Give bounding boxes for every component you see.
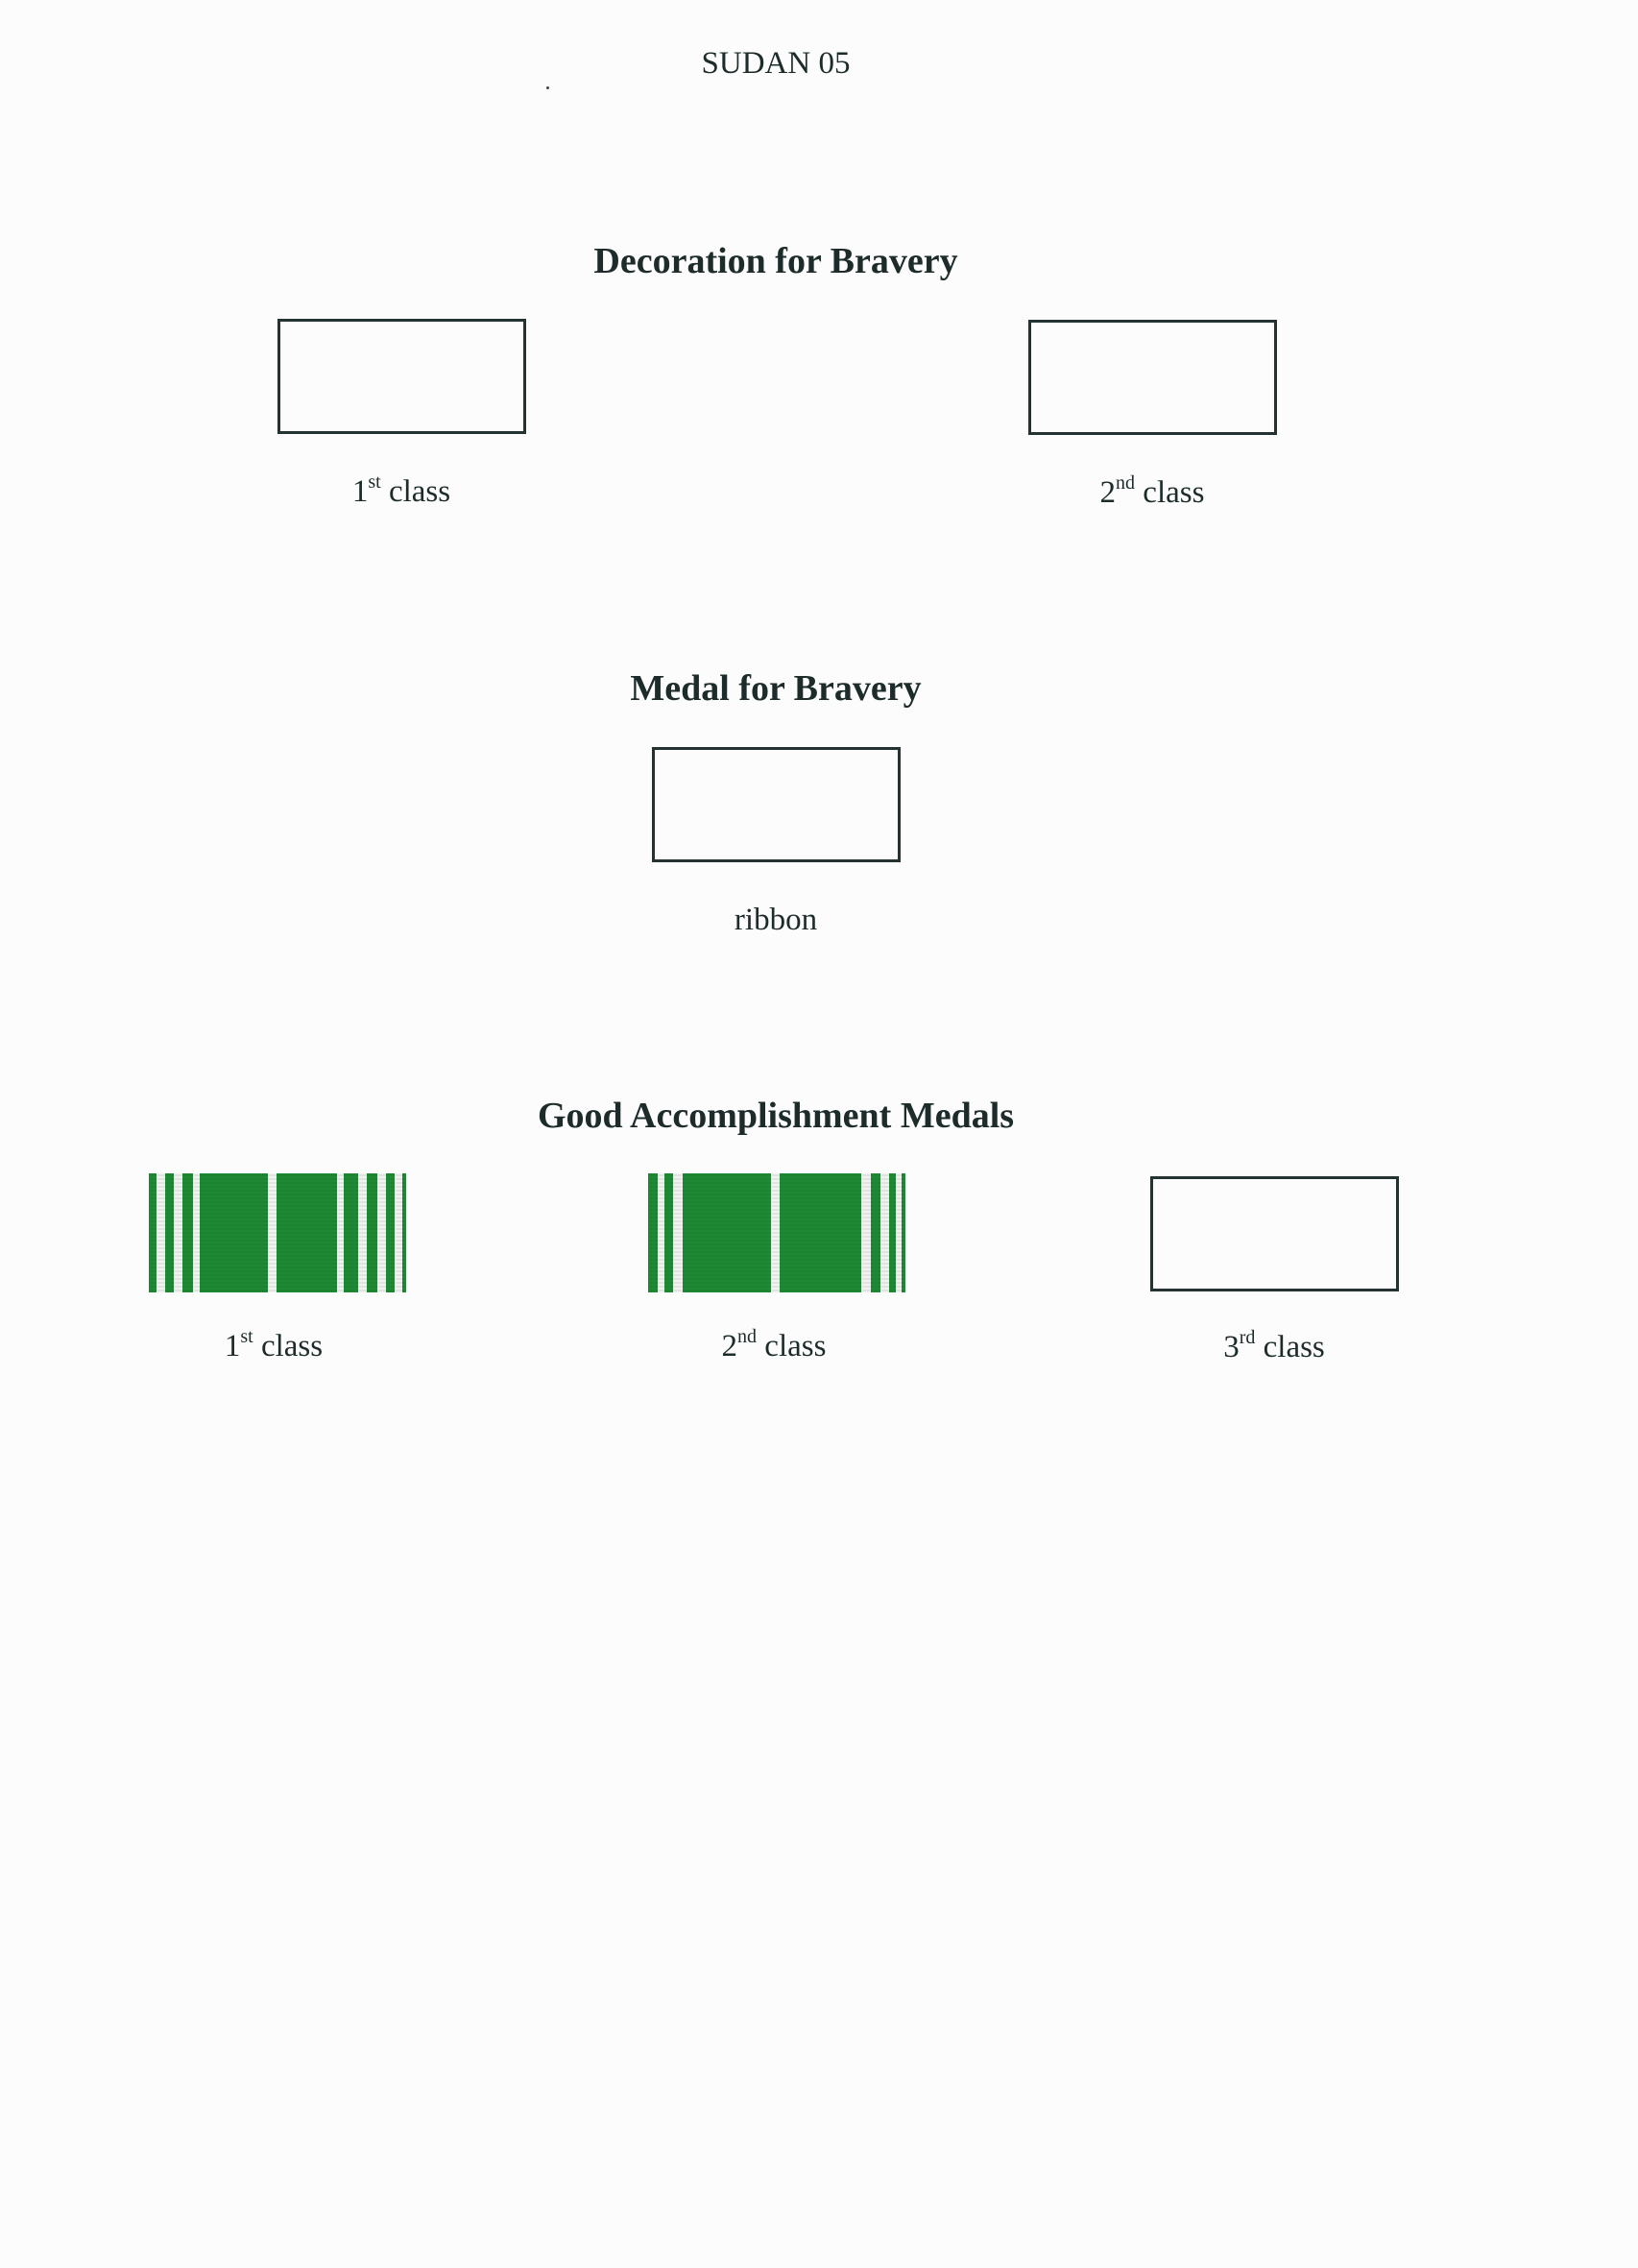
caption-good-accomplishment-3rd: 3rd class bbox=[1223, 1327, 1325, 1364]
caption-medal-bravery: ribbon bbox=[734, 903, 818, 937]
section-title-medal-bravery: Medal for Bravery bbox=[630, 668, 922, 709]
caption-good-accomplishment-2nd: 2nd class bbox=[721, 1326, 827, 1363]
section-title-good-accomplishment: Good Accomplishment Medals bbox=[537, 1096, 1015, 1136]
ribbon-2nd-graphic bbox=[648, 1173, 905, 1292]
ribbon-1st-graphic bbox=[149, 1173, 406, 1292]
caption-good-accomplishment-1st: 1st class bbox=[224, 1326, 324, 1363]
ribbon-good-accomplishment-1st bbox=[149, 1173, 406, 1292]
scan-dot bbox=[546, 86, 549, 89]
caption-decoration-2nd: 2nd class bbox=[1099, 472, 1205, 510]
ribbon-placeholder-good-accomplishment-3rd bbox=[1150, 1176, 1399, 1291]
ribbon-placeholder-medal-bravery bbox=[652, 747, 901, 862]
section-title-decoration-bravery: Decoration for Bravery bbox=[593, 241, 958, 281]
ribbon-good-accomplishment-2nd bbox=[648, 1173, 905, 1292]
page-header: SUDAN 05 bbox=[701, 46, 851, 81]
ribbon-placeholder-decoration-2nd bbox=[1028, 320, 1277, 435]
caption-decoration-1st: 1st class bbox=[351, 471, 451, 509]
ribbon-placeholder-decoration-1st bbox=[277, 319, 526, 434]
